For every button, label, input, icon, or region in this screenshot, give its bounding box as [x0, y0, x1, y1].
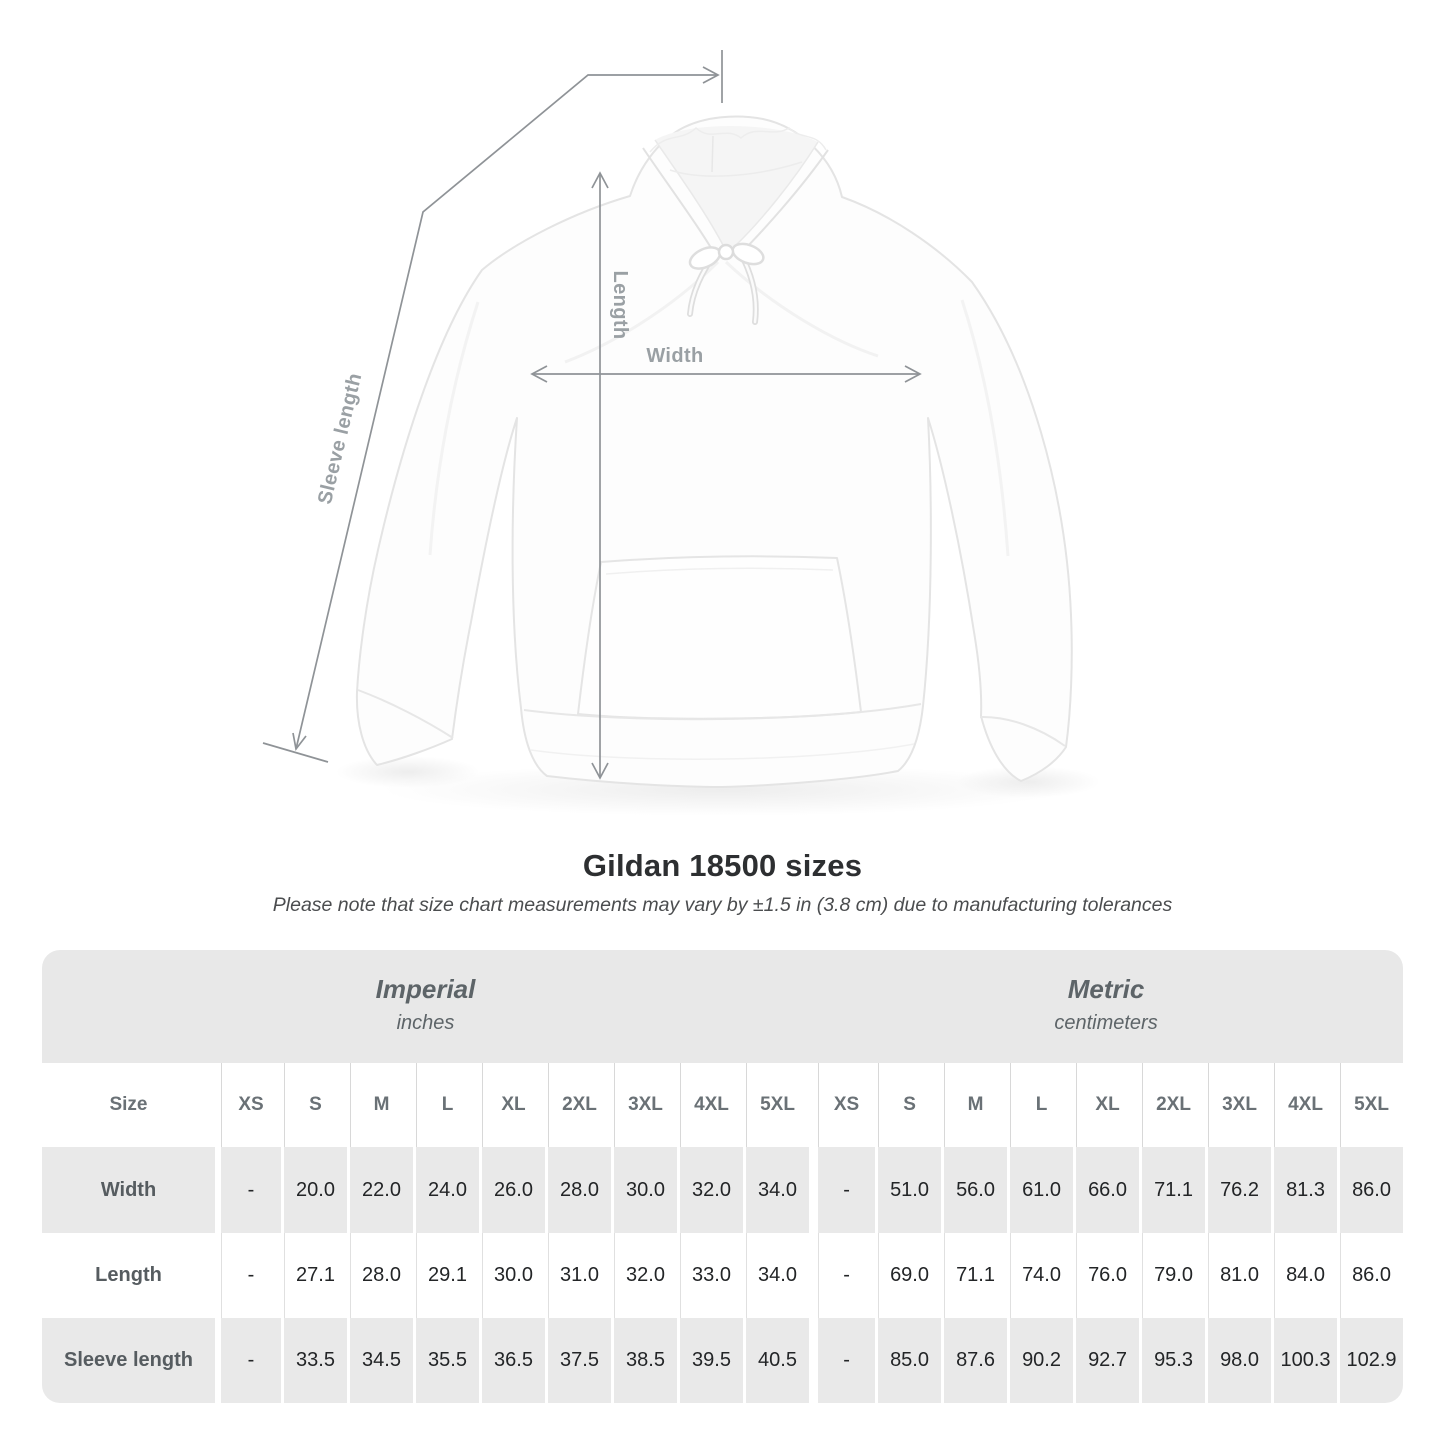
- metric-band-unit: centimeters: [1054, 1012, 1158, 1035]
- value-cell: 81.0: [1205, 1233, 1271, 1318]
- imperial-band-unit: inches: [396, 1012, 455, 1035]
- value-cell: 30.0: [611, 1147, 677, 1232]
- size-header-imperial-s: S: [281, 1063, 347, 1147]
- value-cell: 36.5: [479, 1318, 545, 1403]
- tolerance-note: Please note that size chart measurements may vary by ±1.5 in (3.8 cm) due to manufacturing tolerances: [272, 894, 1173, 916]
- size-header-imperial-xs: XS: [215, 1063, 281, 1147]
- value-cell: 29.1: [413, 1233, 479, 1318]
- value-cell: 69.0: [875, 1233, 941, 1318]
- size-header-imperial-5xl: 5XL: [743, 1063, 809, 1147]
- value-cell: 20.0: [281, 1147, 347, 1232]
- size-header-imperial-xl: XL: [479, 1063, 545, 1147]
- size-header-metric-3xl: 3XL: [1205, 1063, 1271, 1147]
- size-header-imperial-l: L: [413, 1063, 479, 1147]
- size-header-metric-4xl: 4XL: [1271, 1063, 1337, 1147]
- value-cell: 26.0: [479, 1147, 545, 1232]
- hood-interior-seam-vertical: [712, 136, 713, 172]
- value-cell: -: [215, 1318, 281, 1403]
- value-cell: 38.5: [611, 1318, 677, 1403]
- value-cell: 39.5: [677, 1318, 743, 1403]
- value-cell: 84.0: [1271, 1233, 1337, 1318]
- value-cell: 34.5: [347, 1318, 413, 1403]
- value-cell: 37.5: [545, 1318, 611, 1403]
- length-label: Length: [609, 270, 631, 340]
- size-header-row: [42, 1063, 1403, 1147]
- size-header-metric-5xl: 5XL: [1337, 1063, 1403, 1147]
- size-header-metric-l: L: [1007, 1063, 1073, 1147]
- value-cell: 86.0: [1337, 1233, 1403, 1318]
- measurement-rows: [42, 1147, 1403, 1403]
- value-cell: 32.0: [611, 1233, 677, 1318]
- value-cell: -: [215, 1147, 281, 1232]
- value-cell: 27.1: [281, 1233, 347, 1318]
- size-header-imperial-m: M: [347, 1063, 413, 1147]
- value-cell: 76.0: [1073, 1233, 1139, 1318]
- row-label: Length: [95, 1263, 162, 1286]
- value-cell: 34.0: [743, 1147, 809, 1232]
- value-cell: 40.5: [743, 1318, 809, 1403]
- size-chart: [42, 950, 1403, 1403]
- size-column-header: Size: [42, 1063, 215, 1147]
- unit-band-row: [42, 950, 1403, 1063]
- value-cell: 102.9: [1337, 1318, 1403, 1403]
- value-cell: 81.3: [1271, 1147, 1337, 1232]
- width-label: Width: [646, 345, 704, 367]
- size-header-metric-xl: XL: [1073, 1063, 1139, 1147]
- value-cell: 31.0: [545, 1233, 611, 1318]
- value-cell: -: [809, 1147, 875, 1232]
- size-header-metric-s: S: [875, 1063, 941, 1147]
- value-cell: 22.0: [347, 1147, 413, 1232]
- measurement-row: [42, 1147, 1403, 1232]
- measurement-row: [42, 1233, 1403, 1318]
- value-cell: -: [809, 1233, 875, 1318]
- value-cell: 87.6: [941, 1318, 1007, 1403]
- size-header-metric-2xl: 2XL: [1139, 1063, 1205, 1147]
- value-cell: -: [215, 1233, 281, 1318]
- row-label: Width: [100, 1178, 157, 1201]
- value-cell: 33.5: [281, 1318, 347, 1403]
- value-cell: 28.0: [545, 1147, 611, 1232]
- value-cell: 71.1: [1139, 1147, 1205, 1232]
- value-cell: 30.0: [479, 1233, 545, 1318]
- metric-band-title: Metric: [1067, 974, 1145, 1005]
- kangaroo-pocket: [578, 556, 861, 718]
- value-cell: 76.2: [1205, 1147, 1271, 1232]
- value-cell: 100.3: [1271, 1318, 1337, 1403]
- value-cell: 79.0: [1139, 1233, 1205, 1318]
- imperial-band-title: Imperial: [375, 974, 476, 1005]
- size-header-imperial-2xl: 2XL: [545, 1063, 611, 1147]
- row-label: Sleeve length: [64, 1348, 193, 1371]
- value-cell: 35.5: [413, 1318, 479, 1403]
- value-cell: 85.0: [875, 1318, 941, 1403]
- size-header-metric-m: M: [941, 1063, 1007, 1147]
- value-cell: 33.0: [677, 1233, 743, 1318]
- value-cell: 51.0: [875, 1147, 941, 1232]
- value-cell: 74.0: [1007, 1233, 1073, 1318]
- value-cell: 92.7: [1073, 1318, 1139, 1403]
- value-cell: 34.0: [743, 1233, 809, 1318]
- size-chart-table: [42, 950, 1403, 1403]
- measurement-row: [42, 1318, 1403, 1403]
- value-cell: -: [809, 1318, 875, 1403]
- value-cell: 90.2: [1007, 1318, 1073, 1403]
- size-header-imperial-3xl: 3XL: [611, 1063, 677, 1147]
- value-cell: 98.0: [1205, 1318, 1271, 1403]
- value-cell: 28.0: [347, 1233, 413, 1318]
- value-cell: 86.0: [1337, 1147, 1403, 1232]
- value-cell: 61.0: [1007, 1147, 1073, 1232]
- page-title: Gildan 18500 sizes: [582, 848, 863, 883]
- size-header-imperial-4xl: 4XL: [677, 1063, 743, 1147]
- value-cell: 95.3: [1139, 1318, 1205, 1403]
- value-cell: 24.0: [413, 1147, 479, 1232]
- value-cell: 71.1: [941, 1233, 1007, 1318]
- value-cell: 66.0: [1073, 1147, 1139, 1232]
- hoodie-illustration: [357, 117, 1072, 787]
- imperial-band: [42, 950, 809, 1063]
- value-cell: 56.0: [941, 1147, 1007, 1232]
- sleeve-length-label: Sleeve length: [313, 370, 367, 507]
- size-header-metric-xs: XS: [809, 1063, 875, 1147]
- metric-band: [809, 950, 1403, 1063]
- value-cell: 32.0: [677, 1147, 743, 1232]
